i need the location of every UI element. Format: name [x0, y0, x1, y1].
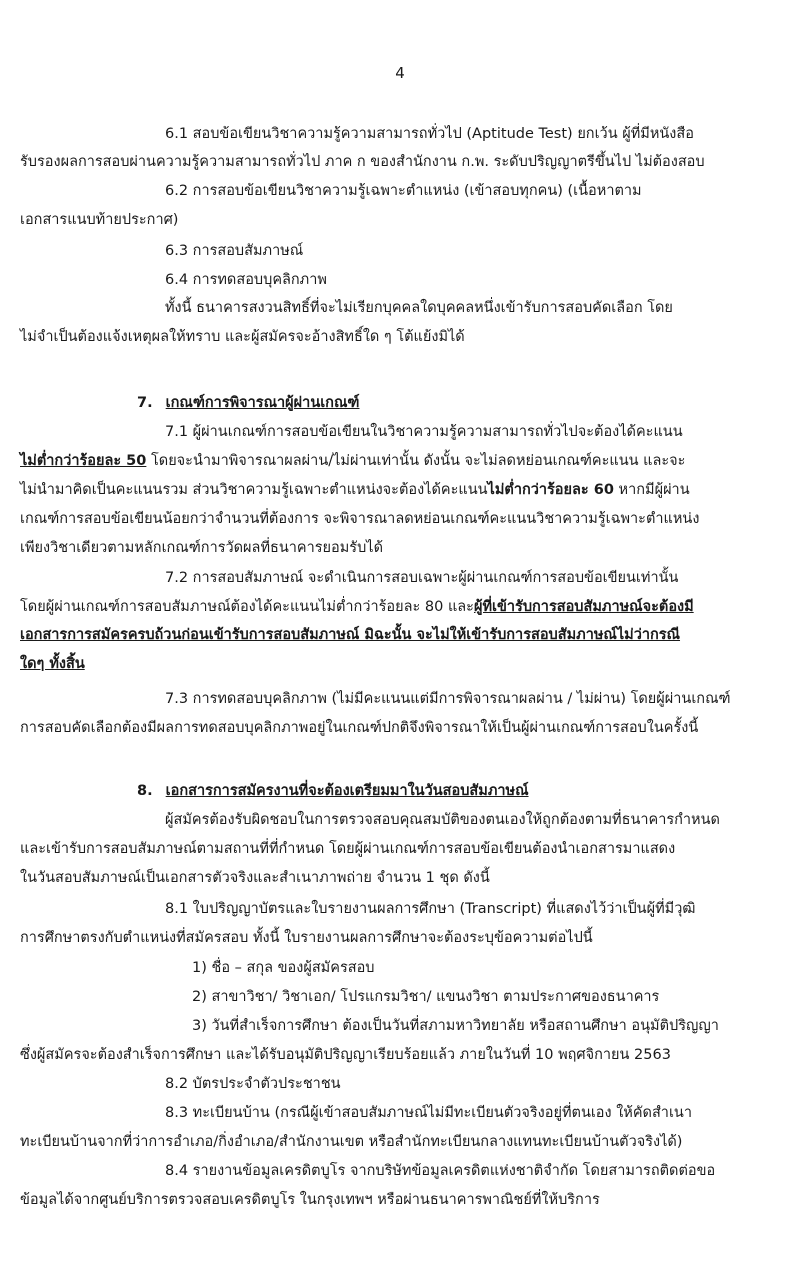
s6-line-5: 6.3 การสอบสัมภาษณ์: [165, 243, 304, 259]
s8-4-line-1: 8.4 รายงานข้อมูลเครดิตบูโร จากบริษัทข้อมูลเครดิตแห่งชาติจำกัด โดยสามารถติดต่อขอ: [165, 1163, 716, 1179]
s8-1-sub-2: 2) สาขาวิชา/ วิชาเอก/ โปรแกรมวิชา/ แขนงวิชา ตามประกาศของธนาคาร: [192, 989, 660, 1005]
s6-line-6: 6.4 การทดสอบบุคลิกภาพ: [165, 272, 327, 288]
s7-2-line-2-bold: ผู้ที่เข้ารับการสอบสัมภาษณ์จะต้องมี: [473, 599, 694, 615]
s7-1-line-3: [20, 479, 690, 501]
s8-2-line: 8.2 บัตรประจำตัวประชาชน: [165, 1076, 341, 1092]
page-number: 4: [395, 64, 405, 82]
s7-1-specific-min-score: ไม่ต่ำกว่าร้อยละ 60: [487, 482, 614, 498]
s7-number: 7.: [137, 395, 153, 411]
s8-4-line-2: ข้อมูลได้จากศูนย์บริการตรวจสอบเครดิตบูโร ในกรุงเทพฯ หรือผ่านธนาคารพาณิชย์ที่ให้บริการ: [20, 1192, 600, 1208]
s7-2-line-2: [20, 596, 694, 618]
s7-1-line-3-post: หากมีผู้ผ่าน: [613, 482, 690, 498]
s7-2-line-1: 7.2 การสอบสัมภาษณ์ จะดำเนินการสอบเฉพาะผู้ผ่านเกณฑ์การสอบข้อเขียนเท่านั้น: [165, 570, 679, 586]
s7-2-line-3: เอกสารการสมัครครบถ้วนก่อนเข้ารับการสอบสัมภาษณ์ มิฉะนั้น จะไม่ให้เข้ารับการสอบสัมภาษณ์ไม่ว่ากรณี: [20, 627, 681, 643]
s7-1-line-2-rest: โดยจะนำมาพิจารณาผลผ่าน/ไม่ผ่านเท่านั้น ดังนั้น จะไม่ลดหย่อนเกณฑ์คะแนน และจะ: [146, 453, 686, 469]
s7-1-line-4: เกณฑ์การสอบข้อเขียนน้อยกว่าจำนวนที่ต้องการ จะพิจารณาลดหย่อนเกณฑ์คะแนนวิชาความรู้เฉพาะตำแหน่ง: [20, 511, 700, 527]
s8-heading: [137, 780, 529, 802]
s7-2-line-4: ใดๆ ทั้งสิ้น: [20, 656, 85, 672]
s6-line-7: ทั้งนี้ ธนาคารสงวนสิทธิ์ที่จะไม่เรียกบุคคลใดบุคคลหนึ่งเข้ารับการสอบคัดเลือก โดย: [165, 300, 673, 316]
s7-1-line-2: [20, 450, 685, 472]
s8-1-sub-3-line-1: 3) วันที่สำเร็จการศึกษา ต้องเป็นวันที่สภามหาวิทยาลัย หรือสถานศึกษา อนุมัติปริญญา: [192, 1018, 719, 1034]
s6-line-8: ไม่จำเป็นต้องแจ้งเหตุผลให้ทราบ และผู้สมัครจะอ้างสิทธิ์ใด ๆ โต้แย้งมิได้: [20, 329, 465, 345]
s8-para-line-3: ในวันสอบสัมภาษณ์เป็นเอกสารตัวจริงและสำเนาภาพถ่าย จำนวน 1 ชุด ดังนี้: [20, 870, 490, 886]
s7-heading-text: เกณฑ์การพิจารณาผู้ผ่านเกณฑ์: [165, 395, 360, 411]
s8-1-sub-1: 1) ชื่อ – สกุล ของผู้สมัครสอบ: [192, 960, 375, 976]
s8-heading-text: เอกสารการสมัครงานที่จะต้องเตรียมมาในวันสอบสัมภาษณ์: [165, 783, 529, 799]
s8-1-sub-3-line-2: ซึ่งผู้สมัครจะต้องสำเร็จการศึกษา และได้รับอนุมัติปริญญาเรียบร้อยแล้ว ภายในวันที่ 10 พฤศจิกายน 2563: [20, 1047, 671, 1063]
s8-3-line-1: 8.3 ทะเบียนบ้าน (กรณีผู้เข้าสอบสัมภาษณ์ไม่มีทะเบียนตัวจริงอยู่ที่ตนเอง ให้คัดสำเนา: [165, 1105, 692, 1121]
s7-2-line-2-pre: โดยผู้ผ่านเกณฑ์การสอบสัมภาษณ์ต้องได้คะแนนไม่ต่ำกว่าร้อยละ 80 และ: [20, 599, 474, 615]
s7-1-line-5: เพียงวิชาเดียวตามหลักเกณฑ์การวัดผลที่ธนาคารยอมรับได้: [20, 540, 383, 556]
s7-1-line-1: 7.1 ผู้ผ่านเกณฑ์การสอบข้อเขียนในวิชาความรู้ความสามารถทั่วไปจะต้องได้คะแนน: [165, 424, 683, 440]
s7-3-line-2: การสอบคัดเลือกต้องมีผลการทดสอบบุคลิกภาพอยู่ในเกณฑ์ปกติจึงพิจารณาให้เป็นผู้ผ่านเกณฑ์การสอบในครั้งนี้: [20, 720, 699, 736]
s7-1-line-3-pre: ไม่นำมาคิดเป็นคะแนนรวม ส่วนวิชาความรู้เฉพาะตำแหน่งจะต้องได้คะแนน: [20, 482, 488, 498]
s8-1-line-2: การศึกษาตรงกับตำแหน่งที่สมัครสอบ ทั้งนี้ ใบรายงานผลการศึกษาจะต้องระบุข้อความต่อไปนี้: [20, 930, 593, 946]
s8-3-line-2: ทะเบียนบ้านจากที่ว่าการอำเภอ/กิ่งอำเภอ/สำนักงานเขต หรือสำนักทะเบียนกลางแทนทะเบียนบ้านตัวจริงได้): [20, 1134, 683, 1150]
s8-1-line-1: 8.1 ใบปริญญาบัตรและใบรายงานผลการศึกษา (Transcript) ที่แสดงไว้ว่าเป็นผู้ที่มีวุฒิ: [165, 901, 696, 917]
s7-heading: [137, 392, 359, 414]
s7-1-min-score: ไม่ต่ำกว่าร้อยละ 50: [20, 453, 147, 469]
s6-line-3: 6.2 การสอบข้อเขียนวิชาความรู้เฉพาะตำแหน่ง (เข้าสอบทุกคน) (เนื้อหาตาม: [165, 183, 642, 199]
s8-number: 8.: [137, 783, 153, 799]
s8-para-line-2: และเข้ารับการสอบสัมภาษณ์ตามสถานที่ที่กำหนด โดยผู้ผ่านเกณฑ์การสอบข้อเขียนต้องนำเอกสารมาแสดง: [20, 841, 676, 857]
s6-line-4: เอกสารแนบท้ายประกาศ): [20, 212, 179, 228]
s6-line-1: 6.1 สอบข้อเขียนวิชาความรู้ความสามารถทั่วไป (Aptitude Test) ยกเว้น ผู้ที่มีหนังสือ: [165, 126, 694, 142]
s6-line-2: รับรองผลการสอบผ่านความรู้ความสามารถทั่วไป ภาค ก ของสำนักงาน ก.พ. ระดับปริญญาตรีขึ้นไป ไม่ต้องสอบ: [20, 154, 705, 170]
s8-para-line-1: ผู้สมัครต้องรับผิดชอบในการตรวจสอบคุณสมบัติของตนเองให้ถูกต้องตามที่ธนาคารกำหนด: [165, 812, 720, 828]
s7-3-line-1: 7.3 การทดสอบบุคลิกภาพ (ไม่มีคะแนนแต่มีการพิจารณาผลผ่าน / ไม่ผ่าน) โดยผู้ผ่านเกณฑ์: [165, 691, 731, 707]
